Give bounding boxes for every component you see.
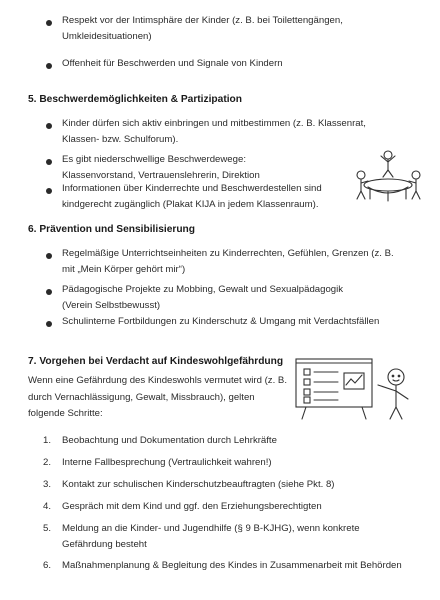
bullet [46,63,52,69]
list-item: Kinder dürfen sich aktiv einbringen und mitbestimmen (z. B. Klassenrat, Klassen- bzw. Schulforum). [62,118,366,145]
step-number: 2. [43,457,52,468]
bullet [46,253,52,259]
step-text: Maßnahmenplanung & Begleitung des Kindes in Zusammenarbeit mit Behörden [62,560,402,571]
list-item: Es gibt niederschwellige Beschwerdewege: Klassenvorstand, Vertrauenslehrerin, Direktion [62,154,260,181]
step-number: 1. [43,435,52,446]
list-item: Respekt vor der Intimsphäre der Kinder (z. B. bei Toilettengängen, Umkleidesituationen) [62,15,343,42]
step-number: 3. [43,479,52,490]
step-text: Beobachtung und Dokumentation durch Lehrkräfte [62,435,277,446]
bullet [46,20,52,26]
children-trampoline-illustration [352,143,424,215]
bullet [46,188,52,194]
section-intro: Wenn eine Gefährdung des Kindeswohls vermutet wird (z. B. durch Vernachlässigung, Gewalt, Missbrauch), gelten folgende Schritte: [28,375,287,419]
section-heading: 6. Prävention und Sensibilisierung [28,224,195,235]
bullet [46,159,52,165]
list-item: Offenheit für Beschwerden und Signale von Kindern [62,58,283,69]
bullet [46,321,52,327]
step-text: Gespräch mit dem Kind und ggf. den Erziehungsberechtigten [62,501,322,512]
list-item: Informationen über Kinderrechte und Beschwerdestellen sind kindgerecht zugänglich (Plakat KIJA in jedem Klassenraum). [62,183,322,210]
step-number: 5. [43,523,52,534]
teacher-whiteboard-checklist-illustration [292,355,420,423]
bullet [46,123,52,129]
step-text: Kontakt zur schulischen Kinderschutzbeauftragten (siehe Pkt. 8) [62,479,335,490]
list-item: Pädagogische Projekte zu Mobbing, Gewalt und Sexualpädagogik (Verein Selbstbewusst) [62,284,344,311]
section-heading: 7. Vorgehen bei Verdacht auf Kindeswohlgefährdung [28,356,284,367]
step-number: 4. [43,501,52,512]
list-item: Schulinterne Fortbildungen zu Kinderschutz & Umgang mit Verdachtsfällen [62,316,380,327]
step-text: Interne Fallbesprechung (Vertraulichkeit wahren!) [62,457,272,468]
bullet [46,289,52,295]
section-heading: 5. Beschwerdemöglichkeiten & Partizipation [28,94,242,105]
step-text: Meldung an die Kinder- und Jugendhilfe (§ 9 B-KJHG), wenn konkrete Gefährdung besteht [62,523,360,550]
step-number: 6. [43,560,52,571]
list-item: Regelmäßige Unterrichtseinheiten zu Kinderrechten, Gefühlen, Grenzen (z. B. mit „Mein Körper gehört mir“) [62,248,394,275]
